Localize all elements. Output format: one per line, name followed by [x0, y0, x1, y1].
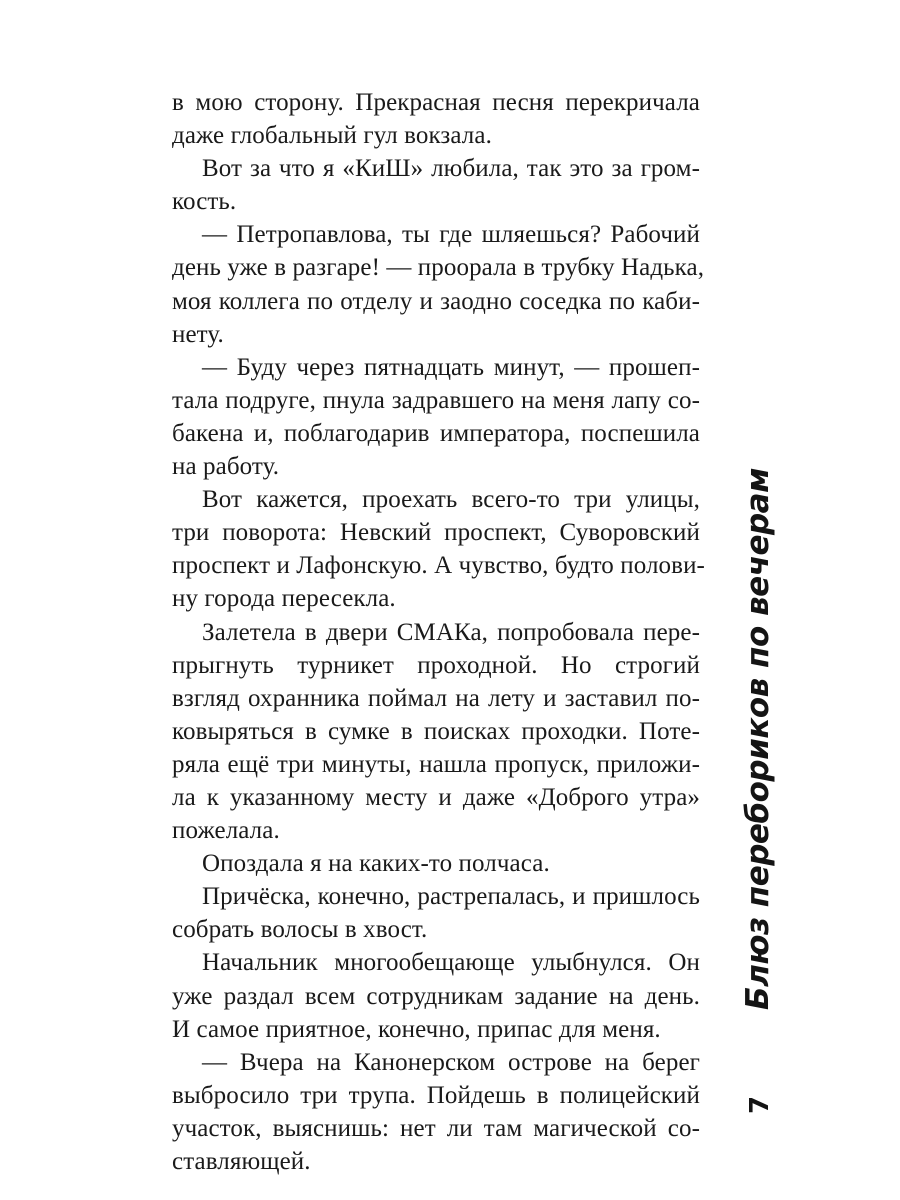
text-line: ряла ещё три минуты, нашла пропуск, приложи-: [172, 750, 700, 778]
text-line: взгляд охранника поймал на лету и заставил по-: [172, 684, 700, 712]
text-line: проспект и Лафонскую. А чувство, будто полови-: [172, 552, 705, 580]
text-line: — Вчера на Канонерском острове на берег: [202, 1048, 700, 1076]
text-line: участок, выяснишь: нет ли там магической со-: [172, 1114, 700, 1142]
text-line: прыгнуть турникет проходной. Но строгий: [172, 651, 700, 679]
text-line: Вот за что я «КиШ» любила, так это за гром-: [202, 155, 700, 183]
text-line: выбросило три трупа. Пойдешь в полицейский: [172, 1081, 700, 1109]
text-line: нету.: [172, 320, 224, 348]
page-number: 7: [745, 1095, 775, 1115]
text-line: — Буду через пятнадцать минут, — прошеп-: [202, 353, 700, 381]
text-line: ставляющей.: [172, 1148, 311, 1175]
text-line: на работу.: [172, 453, 280, 481]
text-line: даже глобальный гул вокзала.: [172, 122, 492, 150]
text-line: Вот кажется, проехать всего-то три улицы,: [202, 486, 700, 514]
text-line: моя коллега по отделу и заодно соседка по каби-: [172, 287, 700, 315]
text-line: Залетела в двери СМАКа, попробовала пере-: [202, 618, 700, 646]
text-line: бакена и, поблагодарив императора, поспешила: [172, 419, 700, 447]
text-line: ла к указанному месту и даже «Доброго утра»: [172, 783, 700, 811]
text-line: ну города пересекла.: [172, 585, 396, 613]
text-line: собрать волосы в хвост.: [172, 916, 428, 944]
text-line: в мою сторону. Прекрасная песня перекричала: [172, 89, 700, 116]
text-line: уже раздал всем сотрудникам задание на день.: [172, 982, 700, 1010]
running-title: Блюз перебориков по вечерам: [740, 468, 776, 1010]
text-line: ковыряться в сумке в поисках проходки. Поте-: [172, 717, 700, 745]
body-text: [172, 86, 705, 1178]
text-line: тала подруге, пнула задравшего на меня лапу со-: [172, 386, 700, 414]
text-line: пожелала.: [172, 817, 280, 845]
text-line: три поворота: Невский проспект, Суворовский: [172, 519, 700, 547]
text-line: Причёска, конечно, растрепалась, и пришлось: [202, 883, 700, 911]
text-line: кость.: [172, 188, 237, 216]
text-line: день уже в разгаре! — проорала в трубку Надька,: [172, 254, 705, 282]
text-line: — Петропавлова, ты где шляешься? Рабочий: [202, 221, 700, 249]
text-line: Опоздала я на каких-то полчаса.: [202, 850, 550, 878]
text-line: И самое приятное, конечно, припас для меня.: [172, 1015, 661, 1043]
text-line: Начальник многообещающе улыбнулся. Он: [202, 949, 700, 977]
